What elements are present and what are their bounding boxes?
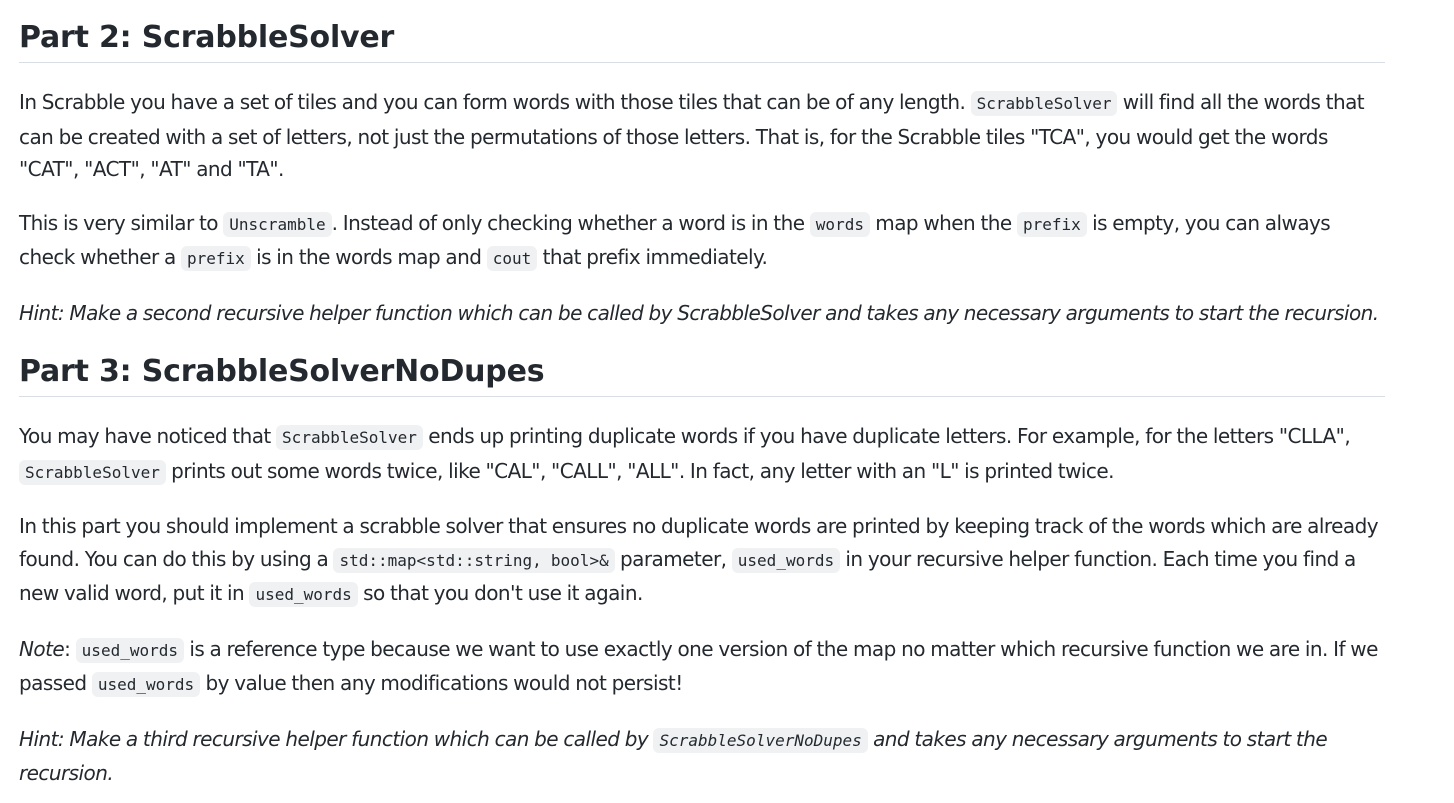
hint-text: Hint: Make a second recursive helper function which can be called by ScrabbleSolver and takes any necessary arguments to start the recursion. bbox=[19, 300, 1379, 325]
text: : bbox=[64, 636, 71, 661]
inline-code-used-words: used_words bbox=[76, 638, 184, 663]
text: will find all the words that can be created with a set of letters, not just the permutations of those letters. That is, for the Scrabble tiles "TCA", you would get the words "CAT", "ACT", "AT" and "TA". bbox=[19, 90, 1365, 181]
note-label: Note bbox=[19, 636, 65, 661]
paragraph-duplicates bbox=[19, 420, 1385, 489]
hint-text bbox=[19, 727, 1327, 786]
text: This is very similar to bbox=[19, 210, 218, 235]
text: prints out some words twice, like "CAL", "CALL", "ALL". In fact, any letter with an "L" is printed twice. bbox=[171, 458, 1114, 483]
text: and takes any necessary arguments to start the recursion. bbox=[19, 726, 1328, 785]
text: You may have noticed that bbox=[19, 424, 271, 448]
section-heading-part3: Part 3: ScrabbleSolverNoDupes bbox=[19, 354, 1385, 397]
text: parameter, bbox=[620, 546, 727, 571]
inline-code-used-words: used_words bbox=[732, 548, 840, 573]
paragraph-intro bbox=[19, 86, 1385, 186]
text: Hint: Make a third recursive helper function which can be called by bbox=[19, 726, 649, 751]
paragraph-note bbox=[19, 633, 1385, 702]
text: that prefix immediately. bbox=[542, 245, 768, 269]
inline-code-map-type: std::map<std::string, bool>& bbox=[333, 548, 614, 573]
inline-code-unscramble: Unscramble bbox=[223, 212, 331, 237]
inline-code-scrabblesolver: ScrabbleSolver bbox=[971, 91, 1118, 116]
text: is a reference type because we want to use exactly one version of the map no matter which recursive function we are in. If we passed bbox=[19, 636, 1378, 695]
text: map when the bbox=[875, 210, 1012, 235]
text: in your recursive helper function. Each time you find a new valid word, put it in bbox=[19, 546, 1356, 605]
paragraph-hint-part3 bbox=[19, 723, 1385, 790]
inline-code-scrabblesolvernodupes: ScrabbleSolverNoDupes bbox=[653, 728, 867, 753]
text: In Scrabble you have a set of tiles and you can form words with those tiles that can be of any length. bbox=[19, 90, 966, 114]
text: ends up printing duplicate words if you have duplicate letters. For example, for the letters "CLLA", bbox=[428, 424, 1351, 448]
text: is empty, you can always check whether a bbox=[19, 210, 1331, 269]
inline-code-scrabblesolver: ScrabbleSolver bbox=[276, 425, 423, 450]
text: In this part you should implement a scrabble solver that ensures no duplicate words are printed by keeping track of the words which are already found. You can do this by using a bbox=[19, 514, 1379, 571]
text: by value then any modifications would not persist! bbox=[205, 671, 683, 695]
paragraph-similar bbox=[19, 207, 1385, 276]
inline-code-cout: cout bbox=[487, 246, 538, 271]
paragraph-implement bbox=[19, 510, 1385, 612]
text: is in the words map and bbox=[256, 245, 482, 269]
inline-code-used-words: used_words bbox=[92, 672, 200, 697]
paragraph-hint-part2 bbox=[19, 297, 1385, 330]
text: so that you don't use it again. bbox=[363, 581, 643, 605]
inline-code-prefix: prefix bbox=[1017, 212, 1087, 237]
inline-code-used-words: used_words bbox=[249, 582, 357, 607]
inline-code-scrabblesolver: ScrabbleSolver bbox=[19, 460, 166, 485]
text: . Instead of only checking whether a word is in the bbox=[331, 210, 805, 235]
section-heading-part2: Part 2: ScrabbleSolver bbox=[19, 0, 1385, 63]
inline-code-prefix: prefix bbox=[181, 246, 251, 271]
inline-code-words: words bbox=[810, 212, 870, 237]
